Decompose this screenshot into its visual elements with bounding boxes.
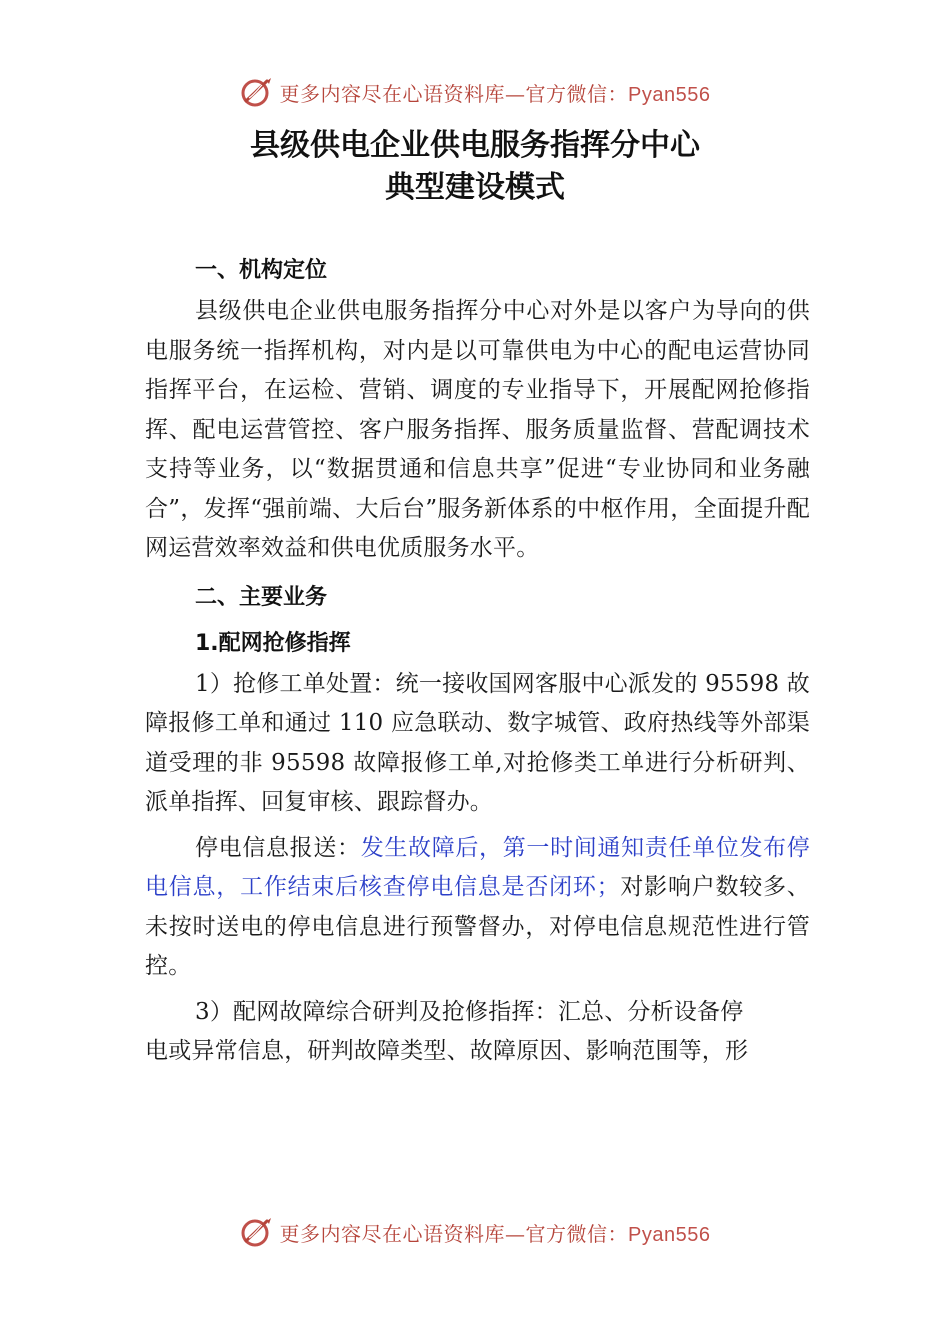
watermark-banner-bottom [0,1212,950,1252]
watermark-content [240,75,711,109]
document-title-line1: 县级供电企业供电服务指挥分中心 [250,128,700,163]
paragraph-outage-info [145,829,810,987]
watermark-text: 更多内容尽在心语资料库—官方微信：Pyan556 [279,81,711,106]
watermark-id: Pyan556 [628,83,711,106]
outage-info-rest: 对影响户数较多、未按时送电的停电信息进行预警督办，对停电信息规范性进行管控。 [145,874,811,979]
quill-logo-icon [240,75,274,109]
paragraph-fault-analysis-line2: 电或异常信息，研判故障类型、故障原因、影响范围等，形 [145,1038,749,1064]
watermark-id-bottom: Pyan556 [628,1223,711,1246]
outage-info-highlight: 发生故障后，第一时间通知责任单位发布停电信息，工作结束后核查停电信息是否闭环； [145,834,810,900]
quill-logo-icon [240,1215,274,1249]
paragraph-fault-analysis-line1: 3）配网故障综合研判及抢修指挥：汇总、分析设备停 [195,998,744,1025]
subsection-heading-repair-command: 1.配网抢修指挥 [195,630,351,656]
watermark-text-bottom: 更多内容尽在心语资料库—官方微信：Pyan556 [279,1221,711,1246]
document-body [145,252,810,1072]
paragraph-work-order-handling: 1）抢修工单处置：统一接收国网客服中心派发的 95598 故障报修工单和通过 110 应急联动、数字城管、政府热线等外部渠道受理的非 95598 故障报修工单,对抢修类工单进行分析研判、派单指挥、回复审核、跟踪督办。 [145,670,810,815]
watermark-content-bottom [240,1215,711,1249]
watermark-banner-top [0,72,950,112]
paragraph-positioning: 县级供电企业供电服务指挥分中心对外是以客户为导向的供电服务统一指挥机构，对内是以可靠供电为中心的配电运营协同指挥平台，在运检、营销、调度的专业指导下，开展配网抢修指挥、配电运营管控、客户服务指挥、服务质量监督、营配调技术支持等业务，以“数据贯通和信息共享”促进“专业协同和业务融合”，发挥“强前端、大后台”服务新体系的中枢作用，全面提升配网运营效率效益和供电优质服务水平。 [145,298,810,561]
outage-info-label: 停电信息报送： [195,834,361,861]
section-heading-main-business: 二、主要业务 [195,584,328,610]
document-title-line2: 典型建设模式 [385,170,565,205]
section-heading-positioning: 一、机构定位 [195,258,328,283]
